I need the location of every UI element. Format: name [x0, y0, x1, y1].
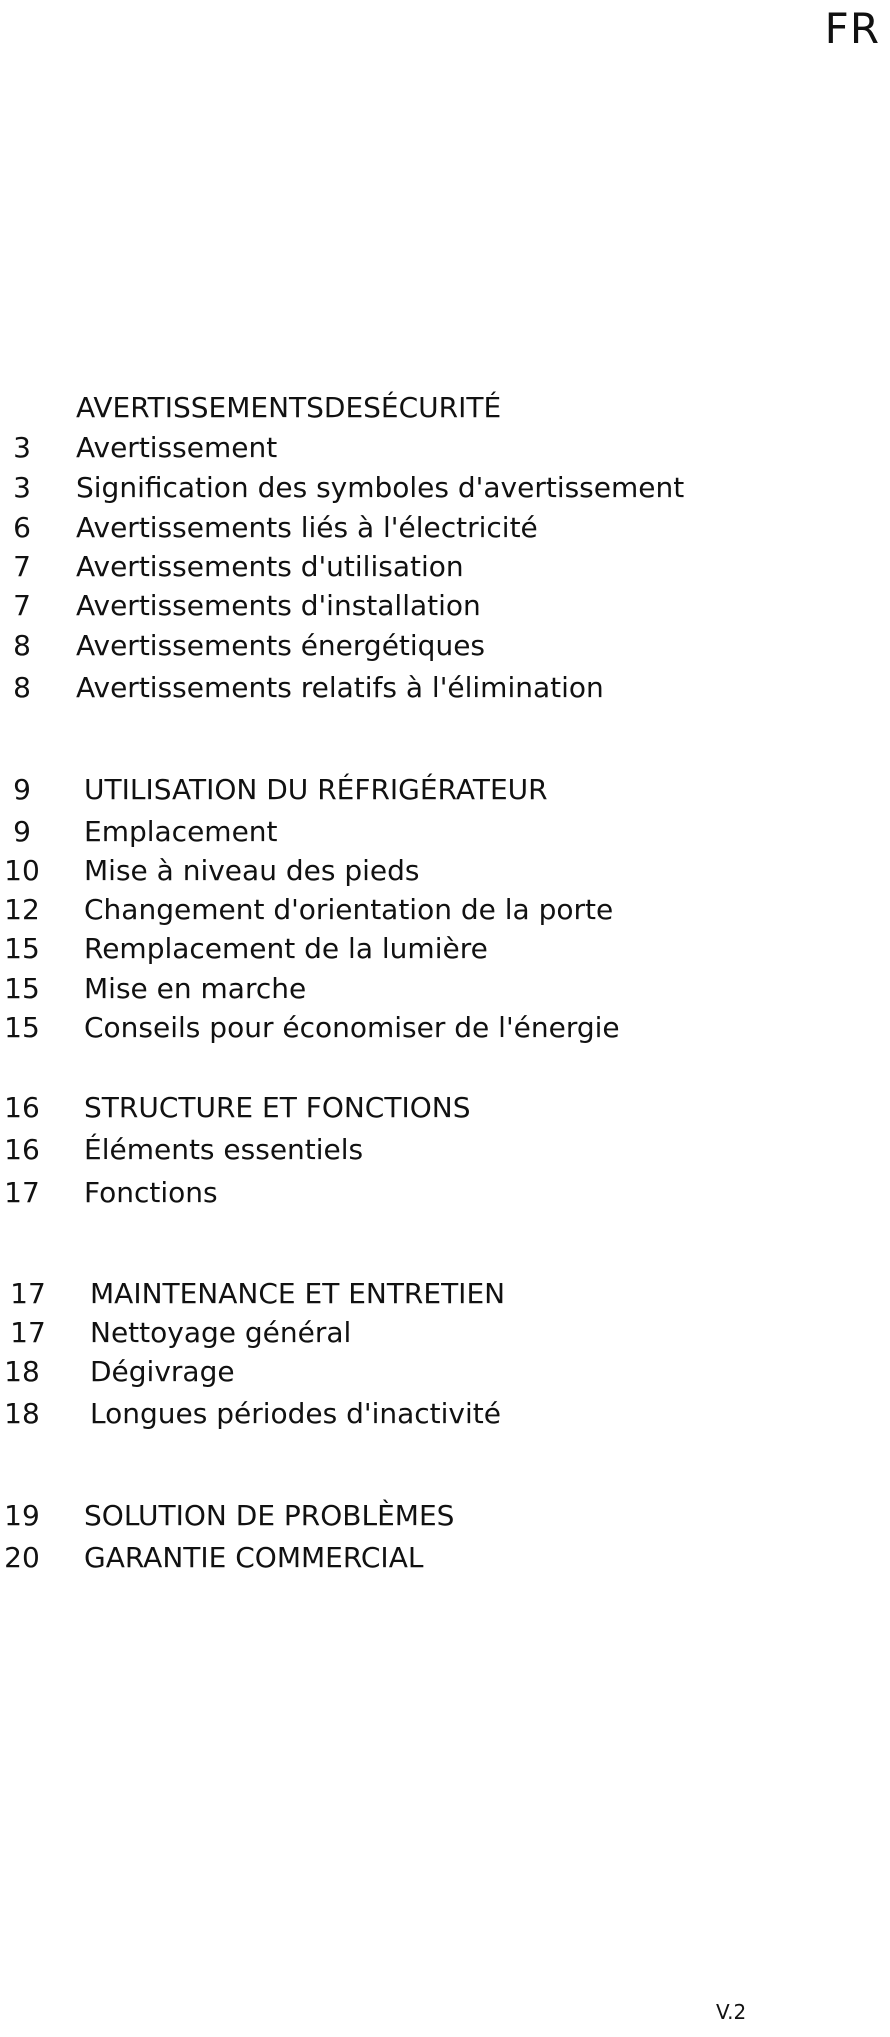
- toc-page-number: 17: [10, 1277, 46, 1310]
- toc-entry-label: Emplacement: [84, 815, 278, 848]
- toc-page-number: 19: [4, 1499, 40, 1532]
- toc-entry-label: Avertissements d'installation: [76, 589, 481, 622]
- toc-page-number: 8: [13, 671, 31, 704]
- toc-page-number: 7: [13, 550, 31, 583]
- toc-entry-label: Éléments essentiels: [84, 1133, 364, 1166]
- toc-page-number: 9: [13, 815, 31, 848]
- toc-entry-label: Mise en marche: [84, 972, 307, 1005]
- toc-page-number: 18: [4, 1355, 40, 1388]
- toc-entry-label: Signification des symboles d'avertissement: [76, 471, 685, 504]
- toc-entry-label: Fonctions: [84, 1176, 218, 1209]
- toc-page-number: 15: [4, 972, 40, 1005]
- toc-heading-label: GARANTIE COMMERCIAL: [84, 1541, 424, 1574]
- toc-entry-label: Avertissements relatifs à l'élimination: [76, 671, 604, 704]
- toc-entry-label: Dégivrage: [90, 1355, 235, 1388]
- toc-page-number: 16: [4, 1133, 40, 1166]
- toc-entry-label: Avertissement: [76, 431, 278, 464]
- toc-page-number: 10: [4, 854, 40, 887]
- toc-heading-label: MAINTENANCE ET ENTRETIEN: [90, 1277, 506, 1310]
- toc-entry-label: Nettoyage général: [90, 1316, 352, 1349]
- toc-entry-label: Avertissements énergétiques: [76, 629, 486, 662]
- toc-entry-label: Mise à niveau des pieds: [84, 854, 420, 887]
- version-label: V.2: [716, 2000, 747, 2024]
- toc-page-number: 18: [4, 1397, 40, 1430]
- toc-page-number: 12: [4, 893, 40, 926]
- toc-entry-label: Conseils pour économiser de l'énergie: [84, 1011, 620, 1044]
- toc-page-number: 3: [13, 471, 31, 504]
- toc-heading-label: SOLUTION DE PROBLÈMES: [84, 1499, 455, 1532]
- toc-page-number: 20: [4, 1541, 40, 1574]
- toc-page-number: 7: [13, 589, 31, 622]
- toc-page-number: 6: [13, 511, 31, 544]
- toc-entry-label: Longues périodes d'inactivité: [90, 1397, 501, 1430]
- toc-page-number: 3: [13, 431, 31, 464]
- toc-page-number: 15: [4, 1011, 40, 1044]
- toc-heading-label: AVERTISSEMENTSDESÉCURITÉ: [76, 391, 502, 424]
- toc-page-number: 16: [4, 1091, 40, 1124]
- toc-entry-label: Avertissements d'utilisation: [76, 550, 464, 583]
- toc-page-number: 17: [10, 1316, 46, 1349]
- toc-entry-label: Changement d'orientation de la porte: [84, 893, 614, 926]
- toc-page-number: 17: [4, 1176, 40, 1209]
- toc-heading-label: UTILISATION DU RÉFRIGÉRATEUR: [84, 773, 548, 806]
- toc-entry-label: Remplacement de la lumière: [84, 932, 488, 965]
- language-code: FR: [824, 4, 880, 53]
- toc-page-number: 9: [13, 773, 31, 806]
- toc-heading-label: STRUCTURE ET FONCTIONS: [84, 1091, 471, 1124]
- toc-page-number: 8: [13, 629, 31, 662]
- toc-page-number: 15: [4, 932, 40, 965]
- toc-entry-label: Avertissements liés à l'électricité: [76, 511, 538, 544]
